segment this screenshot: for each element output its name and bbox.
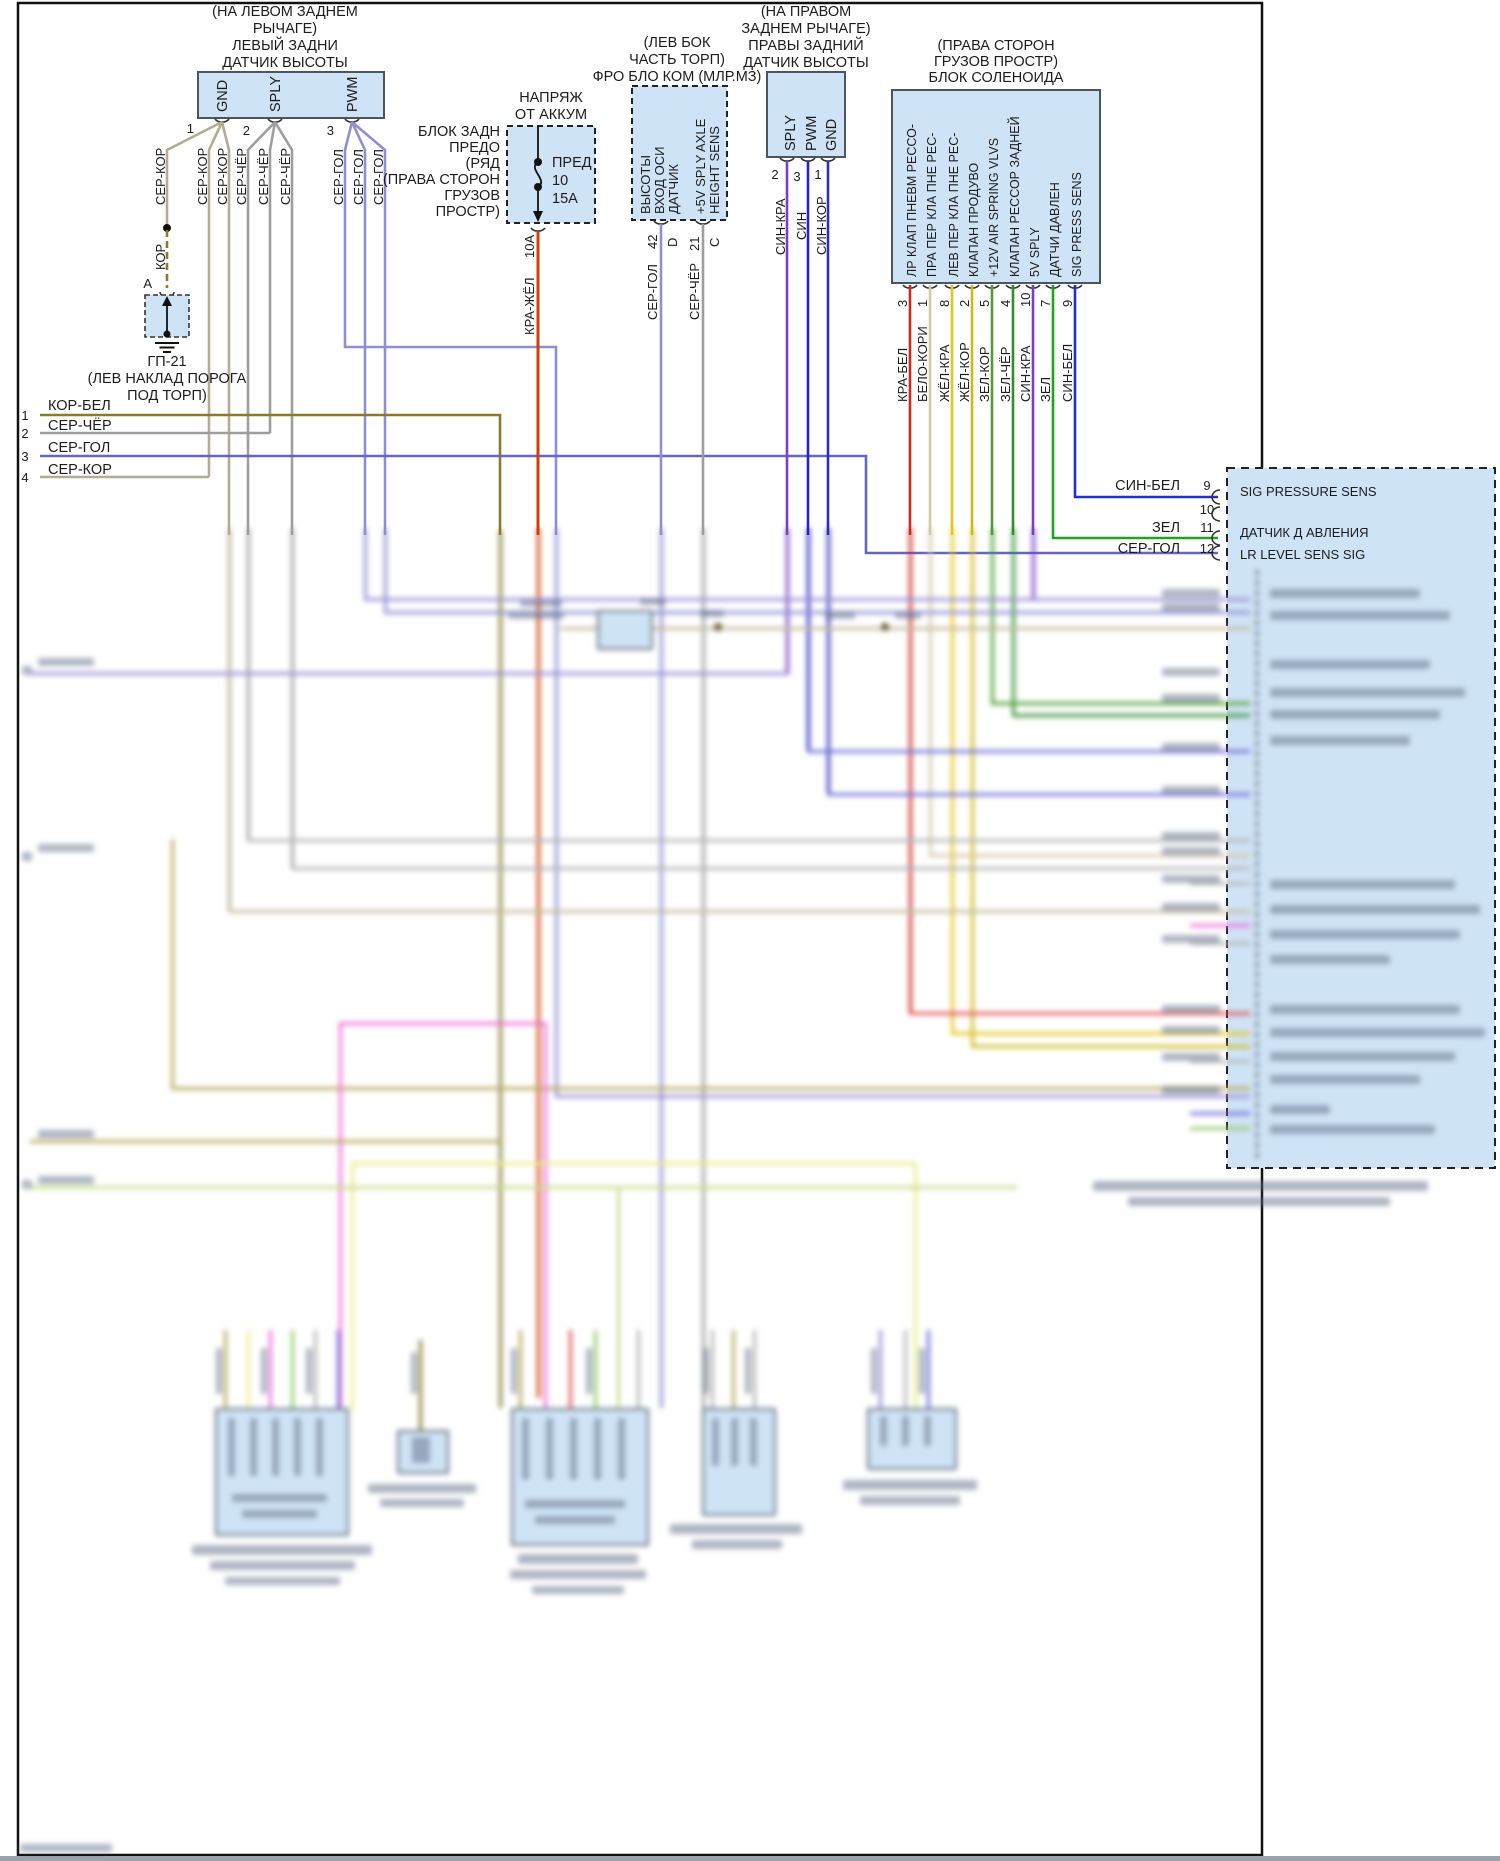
wire-label: СИН-БЕЛ bbox=[1115, 478, 1180, 494]
pin-connector-arc bbox=[345, 119, 359, 122]
fuse-block-label: ПРЕДО bbox=[449, 140, 500, 156]
pin-label: ДАТЧИК Д АВЛЕНИЯ bbox=[1240, 525, 1369, 540]
pin-label: КЛАПАН РЕССОР ЗАДНЕЙ bbox=[1008, 116, 1022, 277]
rear-control-module bbox=[1115, 468, 1495, 1168]
wire-label: БЕЛО-КОРИ bbox=[915, 326, 930, 402]
pin-connector-arc bbox=[215, 119, 229, 122]
fuse-title: НАПРЯЖ bbox=[519, 90, 583, 106]
pin-number: 10 bbox=[1018, 292, 1033, 307]
wire-label: СЕР-ЧЁР bbox=[687, 262, 702, 320]
right-sensor-title: ЗАДНЕМ РЫЧАГЕ) bbox=[741, 21, 871, 37]
wire-label: СИН-БЕЛ bbox=[1060, 343, 1075, 402]
wire-label: СЕР-ГОЛ bbox=[371, 149, 386, 205]
pin-number: 2 bbox=[771, 167, 779, 182]
wire-label: СЕР-ГОЛ bbox=[645, 264, 660, 320]
pin-number: 12 bbox=[1199, 541, 1215, 556]
wire-label: ЗЕЛ-ЧЁР bbox=[998, 346, 1013, 402]
row-number: 3 bbox=[21, 449, 29, 464]
fuse-circuit: 10 bbox=[552, 173, 569, 189]
pin-cavity: C bbox=[707, 237, 722, 247]
right-sensor-title: ДАТЧИК ВЫСОТЫ bbox=[743, 55, 869, 71]
pin-label: КЛАПАН ПРОДУВО bbox=[967, 162, 981, 277]
pin-label: +12V AIR SPRING VLVS bbox=[987, 137, 1001, 277]
pin-label: HEIGHT SENS bbox=[707, 126, 722, 214]
row-wire-label: СЕР-КОР bbox=[48, 462, 112, 478]
fuse-rating: 15А bbox=[552, 191, 578, 207]
pin-connector-arc bbox=[821, 158, 835, 161]
module-title: ЧАСТЬ ТОРП) bbox=[629, 52, 725, 68]
wire-label: ЖЁЛ-КРА bbox=[937, 344, 952, 402]
ground-name: ГП-21 bbox=[147, 354, 187, 370]
pin-label: +5V SPLY AXLE bbox=[693, 118, 708, 214]
pin-label: PWM bbox=[345, 76, 361, 112]
fuse-name: ПРЕД bbox=[552, 155, 592, 171]
pin-number: 2 bbox=[242, 123, 250, 138]
pin-label: PWM bbox=[804, 115, 820, 151]
pin-connector-arc bbox=[801, 158, 815, 161]
wire-label: СИН-КОР bbox=[814, 196, 829, 255]
wire-label: ЗЕЛ bbox=[1152, 520, 1180, 536]
front-control-module bbox=[593, 35, 762, 535]
pin-label: SPLY bbox=[783, 114, 799, 151]
left-sensor-title: РЫЧАГЕ) bbox=[252, 21, 318, 37]
wire-label: СЕР-ГОЛ bbox=[1117, 541, 1180, 557]
pin-number: 1 bbox=[186, 121, 194, 136]
ground-location: ПОД ТОРП) bbox=[127, 388, 207, 404]
wire-label: СЕР-ЧЁР bbox=[278, 147, 293, 205]
wire-label: СЕР-КОР bbox=[195, 147, 210, 205]
solenoid-title: БЛОК СОЛЕНОИДА bbox=[928, 70, 1064, 86]
pin-number: 10 bbox=[1199, 502, 1215, 517]
row-wire-label: КОР-БЕЛ bbox=[48, 398, 111, 414]
wire-ser-gol bbox=[40, 456, 1218, 553]
pin-label: SIG PRESSURE SENS bbox=[1240, 484, 1377, 499]
bottom-strip bbox=[0, 1856, 1500, 1861]
pin-number: 42 bbox=[645, 234, 660, 249]
fuse-title: ОТ АККУМ bbox=[514, 107, 588, 123]
pin-connector-arc bbox=[531, 228, 545, 231]
wire-label: СИН-КРА bbox=[773, 198, 788, 255]
module-title: ФРО БЛО КОМ (МЛР.МЗ) bbox=[592, 69, 762, 85]
wire-label: СЕР-ЧЁР bbox=[234, 147, 249, 205]
pin-label: LR LEVEL SENS SIG bbox=[1240, 547, 1366, 562]
wire-zel bbox=[1053, 285, 1218, 538]
pin-number: 11 bbox=[1200, 520, 1214, 535]
row-wire-label: СЕР-ГОЛ bbox=[48, 440, 111, 456]
wire-label: ЗЕЛ-КОР bbox=[977, 346, 992, 402]
pin-number: 21 bbox=[687, 236, 702, 251]
fuse-block-label: (РЯД bbox=[465, 156, 500, 172]
fuse-block-label: БЛОК ЗАДН bbox=[418, 124, 500, 140]
right-sensor-title: ПРАВЫ ЗАДНИЙ bbox=[748, 38, 864, 54]
row-number: 1 bbox=[21, 408, 29, 423]
fuse-block-label: ПРОСТР) bbox=[435, 204, 500, 220]
pin-label: ВЫСОТЫ bbox=[638, 155, 653, 214]
left-sensor-title: ДАТЧИК ВЫСОТЫ bbox=[222, 55, 348, 71]
solenoid-block bbox=[892, 38, 1218, 538]
wire-label: КРА-ЖЁЛ bbox=[522, 277, 537, 335]
right-sensor-title: (НА ПРАВОМ bbox=[760, 4, 852, 20]
wire-label: КОР bbox=[153, 243, 168, 270]
pin-label: GND bbox=[215, 79, 231, 112]
ground-point-gp21 bbox=[88, 224, 247, 404]
pin-label: SIG PRESS SENS bbox=[1070, 172, 1084, 277]
pin-number: 4 bbox=[998, 299, 1013, 307]
pin-number: 9 bbox=[1060, 299, 1075, 307]
left-harness-rows bbox=[21, 398, 1218, 553]
wire-label: ЖЁЛ-КОР bbox=[957, 342, 972, 402]
pin-number: 10А bbox=[522, 234, 537, 258]
left-sensor-title: (НА ЛЕВОМ ЗАДНЕМ bbox=[212, 4, 358, 20]
row-wire-label: СЕР-ЧЁР bbox=[48, 418, 112, 434]
pin-label: ВХОД ОСИ bbox=[652, 146, 667, 214]
pin-label: ЛР КЛАП ПНЕВМ РЕССО- bbox=[905, 123, 919, 277]
left-sensor-title: ЛЕВЫЙ ЗАДНИ bbox=[232, 38, 338, 54]
fuse-terminal-dot bbox=[534, 183, 542, 191]
fuse-block-label: ГРУЗОВ bbox=[444, 188, 500, 204]
wire-label: СИН bbox=[794, 211, 809, 240]
rear-module-box bbox=[1227, 468, 1495, 1168]
pin-number: 9 bbox=[1203, 478, 1211, 493]
pin-number: 5 bbox=[977, 299, 992, 307]
pin-number: 3 bbox=[793, 169, 801, 184]
pin-label: ЛЕВ ПЕР КЛА ПНЕ РЕС- bbox=[947, 132, 961, 277]
pin-label: ПРА ПЕР КЛА ПНЕ РЕС- bbox=[925, 132, 939, 277]
pin-label: ДАТЧИ ДАВЛЕН bbox=[1048, 182, 1062, 277]
wire-label: СЕР-ЧЁР bbox=[256, 147, 271, 205]
module-title: (ЛЕВ БОК bbox=[643, 35, 711, 51]
pin-number: 7 bbox=[1038, 299, 1053, 307]
pin-number: 3 bbox=[895, 299, 910, 307]
pin-label: SPLY bbox=[268, 75, 284, 112]
wire-label: СЕР-ГОЛ bbox=[331, 149, 346, 205]
ground-dot bbox=[164, 331, 171, 338]
pin-number: 8 bbox=[937, 299, 952, 307]
wire-label: КРА-БЕЛ bbox=[895, 347, 910, 402]
row-number: 4 bbox=[21, 470, 29, 485]
solenoid-title: (ПРАВА СТОРОН bbox=[937, 38, 1055, 54]
connector-cavity: A bbox=[143, 276, 152, 291]
wire-label: СИН-КРА bbox=[1018, 345, 1033, 402]
fuse-box bbox=[507, 126, 595, 223]
solenoid-title: ГРУЗОВ ПРОСТР) bbox=[933, 54, 1059, 70]
pin-number: 1 bbox=[915, 299, 930, 307]
pin-number: 3 bbox=[326, 123, 334, 138]
pin-connector-arc bbox=[654, 221, 668, 224]
wire-sin-bel bbox=[1075, 285, 1218, 497]
wire-label: ЗЕЛ bbox=[1038, 376, 1053, 402]
row-number: 2 bbox=[21, 426, 29, 441]
fuse-block-label: (ПРАВА СТОРОН bbox=[382, 172, 500, 188]
pin-connector-arc bbox=[696, 221, 710, 224]
pin-label: ДАТЧИК bbox=[666, 164, 681, 214]
wire-label: СЕР-КОР bbox=[153, 147, 168, 205]
pin-number: 1 bbox=[814, 167, 822, 182]
pin-cavity: D bbox=[665, 237, 680, 247]
fuse-block bbox=[383, 90, 595, 535]
pin-label: 5V SPLY bbox=[1028, 227, 1042, 277]
wire-label: СЕР-ГОЛ bbox=[351, 149, 366, 205]
pin-connector-arc bbox=[780, 158, 794, 161]
pin-number: 2 bbox=[957, 299, 972, 307]
pin-label: GND bbox=[824, 118, 840, 151]
pin-connector-arc bbox=[268, 119, 282, 122]
ground-location: (ЛЕВ НАКЛАД ПОРОГА bbox=[87, 371, 247, 387]
wire-label: СЕР-КОР bbox=[215, 147, 230, 205]
